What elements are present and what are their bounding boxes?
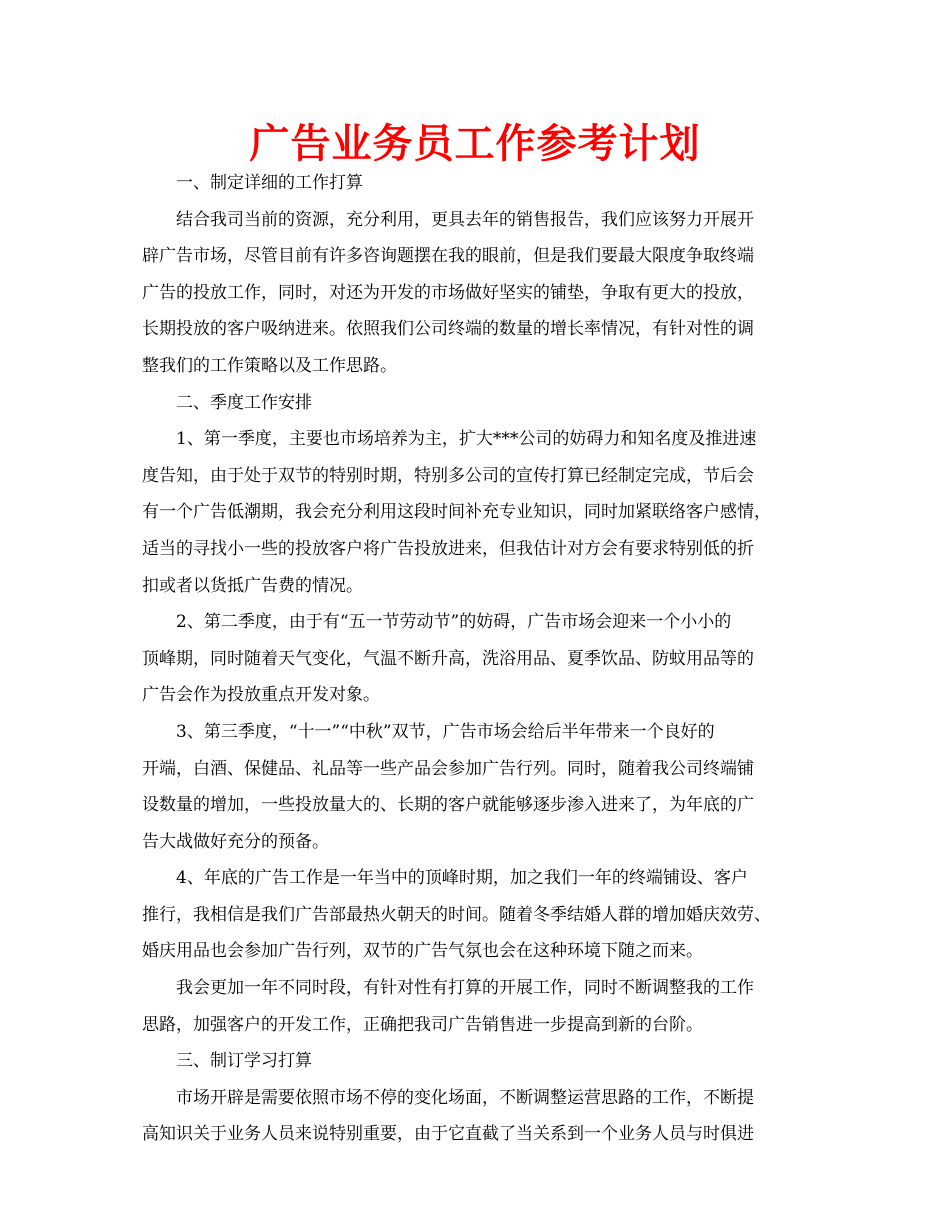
- body-line: 三、制订学习打算: [176, 1051, 312, 1072]
- body-line: 2、第二季度，由于有“五一节劳动节”的妨碍，广告市场会迎来一个小小的: [176, 612, 732, 633]
- body-line: 二、季度工作安排: [176, 392, 312, 413]
- body-line: 开端，白酒、保健品、礼品等一些产品会参加广告行列。同时，随着我公司终端铺: [142, 758, 754, 779]
- body-line: 婚庆用品也会参加广告行列，双节的广告气氛也会在这种环境下随之而来。: [142, 941, 703, 962]
- body-line: 广告会作为投放重点开发对象。: [142, 685, 380, 706]
- body-line: 4、年底的广告工作是一年当中的顶峰时期，加之我们一年的终端铺设、客户: [176, 868, 748, 889]
- body-line: 扣或者以货抵广告费的情况。: [142, 575, 363, 596]
- body-line: 3、第三季度，“十一”“中秋”双节，广告市场会给后半年带来一个良好的: [176, 721, 715, 742]
- body-line: 设数量的增加，一些投放量大的、长期的客户就能够逐步渗入进来了，为年底的广: [142, 795, 754, 816]
- body-line: 度告知，由于处于双节的特别时期，特别多公司的宣传打算已经制定完成，节后会: [142, 465, 754, 486]
- body-line: 整我们的工作策略以及工作思路。: [142, 355, 397, 376]
- body-line: 有一个广告低潮期，我会充分利用这段时间补充专业知识，同时加紧联络客户感情，: [142, 502, 771, 523]
- body-line: 辟广告市场，尽管目前有许多咨询题摆在我的眼前，但是我们要最大限度争取终端: [142, 246, 754, 267]
- body-line: 长期投放的客户吸纳进来。依照我们公司终端的数量的增长率情况，有针对性的调: [142, 319, 754, 340]
- body-line: 一、制定详细的工作打算: [176, 173, 363, 193]
- body-line: 广告的投放工作，同时，对还为开发的市场做好坚实的铺垫，争取有更大的投放，: [142, 282, 754, 303]
- body-line: 高知识关于业务人员来说特别重要，由于它直截了当关系到一个业务人员与时俱进: [142, 1124, 754, 1145]
- document-title: 广告业务员工作参考计划: [249, 120, 701, 167]
- body-line: 我会更加一年不同时段，有针对性有打算的开展工作，同时不断调整我的工作: [176, 978, 754, 999]
- body-line: 市场开辟是需要依照市场不停的变化场面，不断调整运营思路的工作，不断提: [176, 1087, 754, 1108]
- body-line: 推行，我相信是我们广告部最热火朝天的时间。随着冬季结婚人群的增加婚庆效劳、: [142, 904, 771, 925]
- body-line: 顶峰期，同时随着天气变化，气温不断升高，洗浴用品、夏季饮品、防蚊用品等的: [142, 648, 754, 669]
- body-line: 思路，加强客户的开发工作，正确把我司广告销售进一步提高到新的台阶。: [142, 1014, 703, 1035]
- document-body: [142, 165, 817, 1153]
- body-line: 结合我司当前的资源，充分利用，更具去年的销售报告，我们应该努力开展开: [176, 209, 754, 230]
- body-line: 适当的寻找小一些的投放客户将广告投放进来，但我估计对方会有要求特别低的折: [142, 538, 754, 559]
- body-line: 告大战做好充分的预备。: [142, 831, 329, 852]
- body-line: 1、第一季度，主要也市场培养为主，扩大***公司的妨碍力和知名度及推进速: [176, 429, 757, 450]
